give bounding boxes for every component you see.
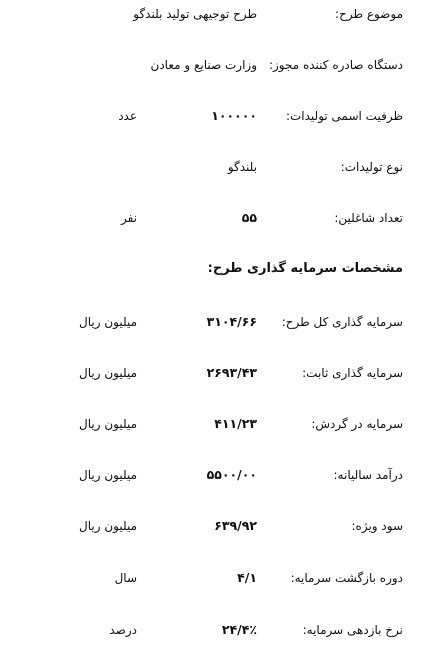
investment-unit: میلیون ریال [79, 519, 137, 533]
investment-label: نرخ بازدهی سرمایه: [302, 623, 403, 637]
investment-value: ۵۵۰۰/۰۰ [206, 467, 257, 482]
investment-row [0, 566, 425, 590]
investment-row [0, 412, 425, 436]
investment-unit: میلیون ریال [79, 366, 137, 380]
investment-label: سرمایه گذاری کل طرح: [281, 315, 403, 329]
issuer-value: وزارت صنایع و معادن [150, 58, 257, 72]
investment-row [0, 310, 425, 334]
investment-row [0, 463, 425, 487]
investment-heading: مشخصات سرمایه گذاری طرح: [207, 261, 403, 276]
investment-value: ۳۱۰۴/۶۶ [206, 314, 257, 329]
investment-label: سرمایه در گردش: [311, 417, 403, 431]
investment-unit: میلیون ریال [79, 468, 137, 482]
issuer-label: دستگاه صادره کننده مجوز: [268, 58, 403, 72]
investment-label: سود ویژه: [351, 519, 403, 533]
employees-unit: نفر [120, 211, 137, 225]
employees-row [0, 206, 425, 230]
subject-value: طرح توجیهی تولید بلندگو [133, 7, 257, 21]
investment-row [0, 514, 425, 538]
investment-label: دوره بازگشت سرمایه: [290, 571, 403, 585]
capacity-row [0, 104, 425, 128]
investment-label: سرمایه گذاری ثابت: [302, 366, 403, 380]
capacity-unit: عدد [118, 109, 137, 123]
investment-label: درآمد سالیانه: [333, 468, 403, 482]
investment-row [0, 618, 425, 642]
subject-row [0, 2, 425, 26]
employees-label: تعداد شاغلین: [334, 211, 403, 225]
investment-value: ۴/۱ [237, 570, 257, 585]
product-type-value: بلندگو [227, 160, 257, 174]
investment-value: ۲۶۹۳/۴۳ [206, 365, 257, 380]
investment-unit: میلیون ریال [79, 315, 137, 329]
capacity-label: ظرفیت اسمی تولیدات: [285, 109, 403, 123]
investment-value: ۶۳۹/۹۲ [214, 518, 257, 533]
capacity-value: ۱۰۰۰۰۰ [211, 108, 257, 123]
investment-value: ۲۴/۴٪ [221, 622, 257, 637]
investment-row [0, 361, 425, 385]
issuer-row [0, 53, 425, 77]
product-type-row [0, 155, 425, 179]
investment-unit: درصد [109, 623, 137, 637]
investment-unit: میلیون ریال [79, 417, 137, 431]
investment-unit: سال [114, 571, 137, 585]
subject-label: موضوع طرح: [335, 7, 403, 21]
investment-value: ۴۱۱/۲۳ [214, 416, 257, 431]
employees-value: ۵۵ [241, 210, 257, 225]
product-type-label: نوع تولیدات: [340, 160, 403, 174]
